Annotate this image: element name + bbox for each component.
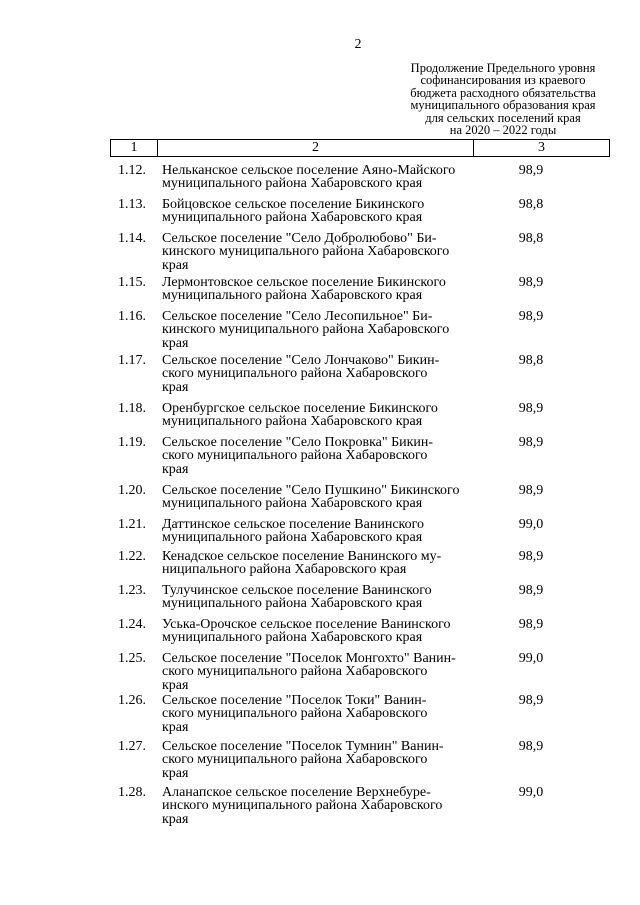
row-number: 1.23.: [118, 583, 146, 598]
row-value: 99,0: [518, 517, 544, 532]
table-row: [0, 198, 586, 225]
row-value: 98,9: [518, 583, 544, 598]
settlement-name-line: Тулучинское сельское поселение Ванинского: [162, 583, 432, 598]
settlement-name-line: Бойцовское сельское поселение Бикинского: [162, 197, 425, 212]
row-settlement-name: [160, 786, 474, 826]
settlement-name-line: муниципального района Хабаровского края: [162, 210, 423, 226]
settlement-name-line: Сельское поселение "Поселок Токи" Ванин-: [162, 693, 427, 708]
settlement-name-line: Сельское поселение "Поселок Монгохто" Ванин-: [162, 651, 456, 666]
settlement-name-line: муниципального района Хабаровского края: [162, 496, 423, 512]
table-row: [0, 652, 586, 692]
row-number: 1.28.: [118, 785, 146, 800]
settlement-name-line: муниципального района Хабаровского края: [162, 288, 423, 304]
table-row: [0, 584, 586, 611]
row-settlement-name: [160, 652, 474, 692]
header-note: [380, 62, 626, 136]
row-settlement-name: [160, 310, 474, 350]
settlement-name-line: Сельское поселение "Село Лесопильное" Би-: [162, 309, 433, 324]
header-note-line: на 2020 – 2022 годы: [449, 123, 557, 138]
column-header-1: 1: [111, 140, 158, 156]
table-column-header: [110, 139, 610, 157]
row-value: 98,9: [518, 435, 544, 450]
settlement-name-line: края: [162, 257, 189, 273]
row-value: 99,0: [518, 785, 544, 800]
settlement-name-line: Лермонтовское сельское поселение Бикинского: [162, 275, 446, 290]
row-number: 1.24.: [118, 617, 146, 632]
row-settlement-name: [160, 164, 474, 191]
row-settlement-name: [160, 694, 474, 734]
row-number: 1.27.: [118, 739, 146, 754]
settlement-name-line: ского муниципального района Хабаровского: [162, 752, 428, 768]
row-number: 1.17.: [118, 353, 146, 368]
settlement-name-line: Сельское поселение "Село Пушкино" Бикинского: [162, 483, 460, 498]
settlement-name-line: края: [162, 719, 189, 735]
table-row: [0, 786, 586, 826]
row-settlement-name: [160, 402, 474, 429]
settlement-name-line: Даттинское сельское поселение Ванинского: [162, 517, 425, 532]
table-row: [0, 694, 586, 734]
row-number: 1.22.: [118, 549, 146, 564]
row-number: 1.13.: [118, 197, 146, 212]
table-row: [0, 484, 586, 511]
row-number: 1.18.: [118, 401, 146, 416]
settlement-name-line: Сельское поселение "Село Покровка" Бикин-: [162, 435, 434, 450]
settlement-name-line: края: [162, 765, 189, 781]
row-value: 98,8: [518, 197, 544, 212]
settlement-name-line: края: [162, 677, 189, 693]
row-value: 98,9: [518, 739, 544, 754]
row-settlement-name: [160, 354, 474, 394]
row-value: 98,8: [518, 353, 544, 368]
header-note-line: муниципального образования края: [410, 98, 596, 113]
header-note-line: для сельских поселений края: [425, 110, 581, 125]
row-settlement-name: [160, 198, 474, 225]
column-header-3: 3: [538, 140, 545, 155]
settlement-name-line: муниципального района Хабаровского края: [162, 414, 423, 430]
table-row: [0, 550, 586, 577]
row-number: 1.14.: [118, 231, 146, 246]
header-note-line: Продолжение Предельного уровня: [410, 61, 596, 75]
row-value: 98,9: [518, 309, 544, 324]
row-number: 1.26.: [118, 693, 146, 708]
row-settlement-name: [160, 518, 474, 545]
settlement-name-line: Аланапское сельское поселение Верхнебуре-: [162, 785, 431, 800]
table-row: [0, 402, 586, 429]
table-row: [0, 518, 586, 545]
settlement-name-line: муниципального района Хабаровского края: [162, 596, 423, 612]
settlement-name-line: края: [162, 335, 189, 351]
row-settlement-name: [160, 550, 474, 577]
settlement-name-line: муниципального района Хабаровского края: [162, 630, 423, 646]
row-value: 98,8: [518, 231, 544, 246]
table-row: [0, 310, 586, 350]
row-number: 1.16.: [118, 309, 146, 324]
settlement-name-line: ского муниципального района Хабаровского: [162, 664, 428, 680]
table-row: [0, 354, 586, 394]
settlement-name-line: ниципального района Хабаровского края: [162, 562, 407, 578]
settlement-name-line: инского муниципального района Хабаровского: [162, 798, 443, 814]
row-value: 98,9: [518, 549, 544, 564]
settlement-name-line: кинского муниципального района Хабаровского: [162, 322, 450, 338]
row-value: 98,9: [518, 163, 544, 178]
row-number: 1.12.: [118, 163, 146, 178]
column-header-2: 2: [158, 140, 474, 156]
table-row: [0, 164, 586, 191]
settlement-name-line: Уська-Орочское сельское поселение Ванинского: [162, 617, 451, 632]
row-number: 1.19.: [118, 435, 146, 450]
row-number: 1.20.: [118, 483, 146, 498]
page-number: 2: [354, 37, 362, 52]
settlement-name-line: края: [162, 811, 189, 827]
settlement-name-line: ского муниципального района Хабаровского: [162, 706, 428, 722]
table-row: [0, 436, 586, 476]
settlement-name-line: ского муниципального района Хабаровского: [162, 448, 428, 464]
settlement-name-line: муниципального района Хабаровского края: [162, 176, 423, 192]
header-note-line: софинансирования из краевого: [420, 73, 586, 88]
table-row: [0, 618, 586, 645]
header-note-line: бюджета расходного обязательства: [410, 85, 596, 100]
row-number: 1.15.: [118, 275, 146, 290]
row-number: 1.21.: [118, 517, 146, 532]
settlement-name-line: Сельское поселение "Поселок Тумнин" Ванин-: [162, 739, 444, 754]
row-settlement-name: [160, 740, 474, 780]
row-settlement-name: [160, 584, 474, 611]
row-value: 98,9: [518, 693, 544, 708]
settlement-name-line: края: [162, 461, 189, 477]
settlement-name-line: ского муниципального района Хабаровского: [162, 366, 428, 382]
row-value: 98,9: [518, 275, 544, 290]
row-value: 98,9: [518, 401, 544, 416]
row-number: 1.25.: [118, 651, 146, 666]
settlement-name-line: края: [162, 379, 189, 395]
settlement-name-line: Сельское поселение "Село Добролюбово" Би-: [162, 231, 437, 246]
settlement-name-line: муниципального района Хабаровского края: [162, 530, 423, 546]
settlement-name-line: Кенадское сельское поселение Ванинского му-: [162, 549, 442, 564]
row-settlement-name: [160, 436, 474, 476]
row-settlement-name: [160, 232, 474, 272]
row-settlement-name: [160, 618, 474, 645]
settlement-name-line: кинского муниципального района Хабаровского: [162, 244, 450, 260]
row-value: 98,9: [518, 617, 544, 632]
row-value: 99,0: [518, 651, 544, 666]
row-settlement-name: [160, 276, 474, 303]
row-value: 98,9: [518, 483, 544, 498]
settlement-name-line: Нельканское сельское поселение Аяно-Майского: [162, 163, 456, 178]
settlement-name-line: Оренбургское сельское поселение Бикинского: [162, 401, 438, 416]
table-row: [0, 232, 586, 272]
table-row: [0, 276, 586, 303]
table-row: [0, 740, 586, 780]
row-settlement-name: [160, 484, 474, 511]
settlement-name-line: Сельское поселение "Село Лончаково" Бикин-: [162, 353, 440, 368]
